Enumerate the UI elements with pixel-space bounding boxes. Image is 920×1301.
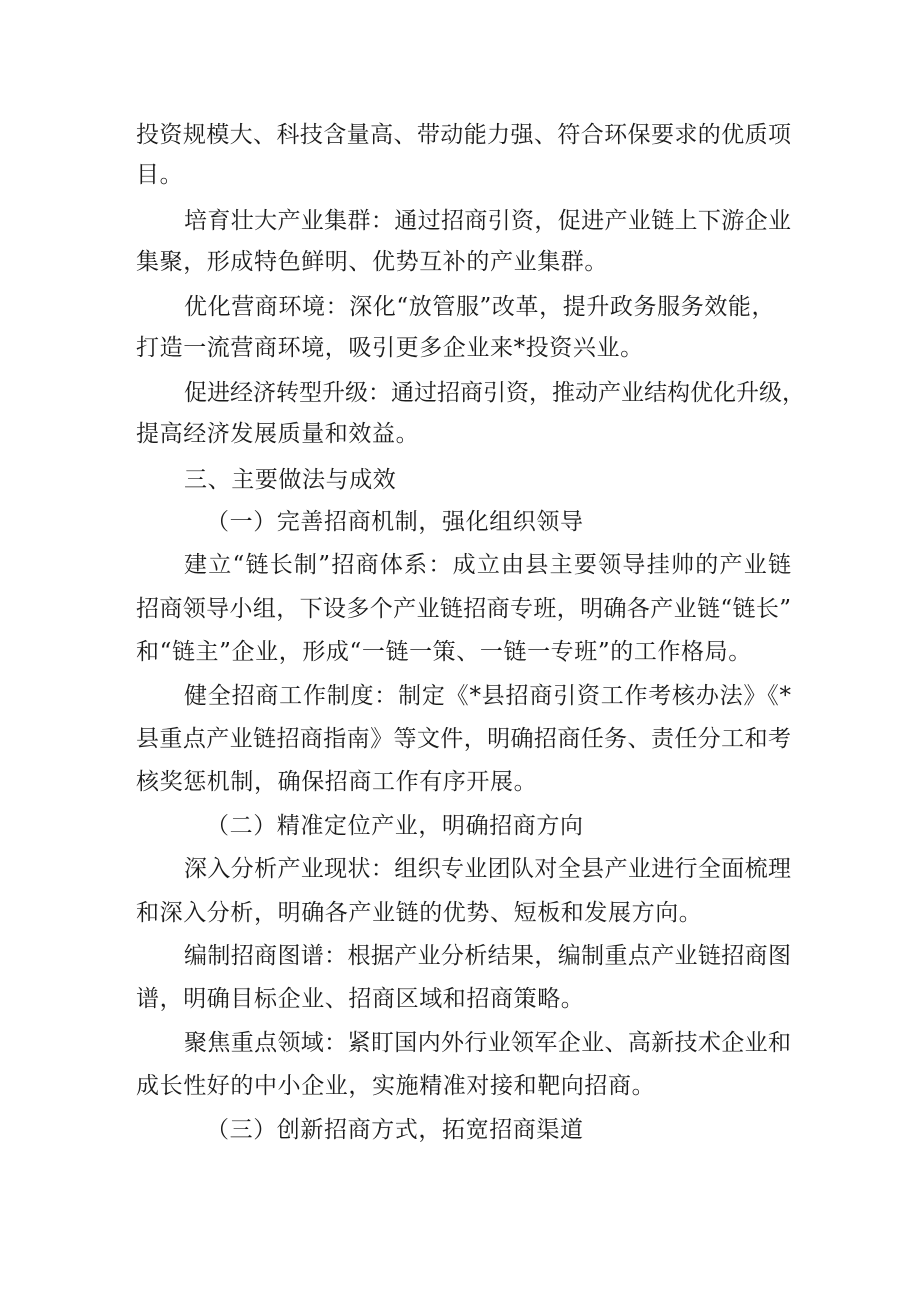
text-line: 谱，明确目标企业、招商区域和招商策略。 [136, 986, 585, 1012]
text-line: 目。 [136, 162, 184, 188]
text-line: 和深入分析，明确各产业链的优势、短板和发展方向。 [136, 900, 703, 926]
subsection-heading: （一）完善招商机制，强化组织领导 [206, 509, 584, 535]
paragraph-first-line: 培育壮大产业集群：通过招商引资，促进产业链上下游企业 [184, 208, 791, 234]
subsection-heading: （三）创新招商方式，拓宽招商渠道 [206, 1117, 584, 1143]
text-line: 打造一流营商环境，吸引更多企业来*投资兴业。 [136, 335, 644, 361]
subsection-heading: （二）精准定位产业，明确招商方向 [206, 813, 584, 839]
paragraph-first-line: 健全招商工作制度：制定《*县招商引资工作考核办法》《* [184, 683, 791, 709]
text-line: 集聚，形成特色鲜明、优势互补的产业集群。 [136, 249, 608, 275]
paragraph-first-line: 聚焦重点领域：紧盯国内外行业领军企业、高新技术企业和 [184, 1030, 791, 1056]
section-heading: 三、主要做法与成效 [184, 467, 397, 493]
text-line: 招商领导小组，下设多个产业链招商专班，明确各产业链“链长” [136, 596, 791, 622]
paragraph-first-line: 优化营商环境：深化“放管服”改革，提升政务服务效能， [184, 294, 776, 320]
paragraph-first-line: 深入分析产业现状：组织专业团队对全县产业进行全面梳理 [184, 856, 791, 882]
text-line: 投资规模大、科技含量高、带动能力强、符合环保要求的优质项 [136, 122, 791, 148]
paragraph-first-line: 编制招商图谱：根据产业分析结果，编制重点产业链招商图 [184, 943, 791, 969]
text-line: 和“链主”企业，形成“一链一策、一链一专班”的工作格局。 [136, 639, 752, 665]
text-line: 提高经济发展质量和效益。 [136, 421, 420, 447]
paragraph-first-line: 促进经济转型升级：通过招商引资，推动产业结构优化升级， [184, 380, 805, 406]
text-line: 县重点产业链招商指南》等文件，明确招商任务、责任分工和考 [136, 726, 791, 752]
text-line: 核奖惩机制，确保招商工作有序开展。 [136, 769, 538, 795]
paragraph-first-line: 建立“链长制”招商体系：成立由县主要领导挂帅的产业链 [184, 552, 791, 578]
text-line: 成长性好的中小企业，实施精准对接和靶向招商。 [136, 1073, 656, 1099]
